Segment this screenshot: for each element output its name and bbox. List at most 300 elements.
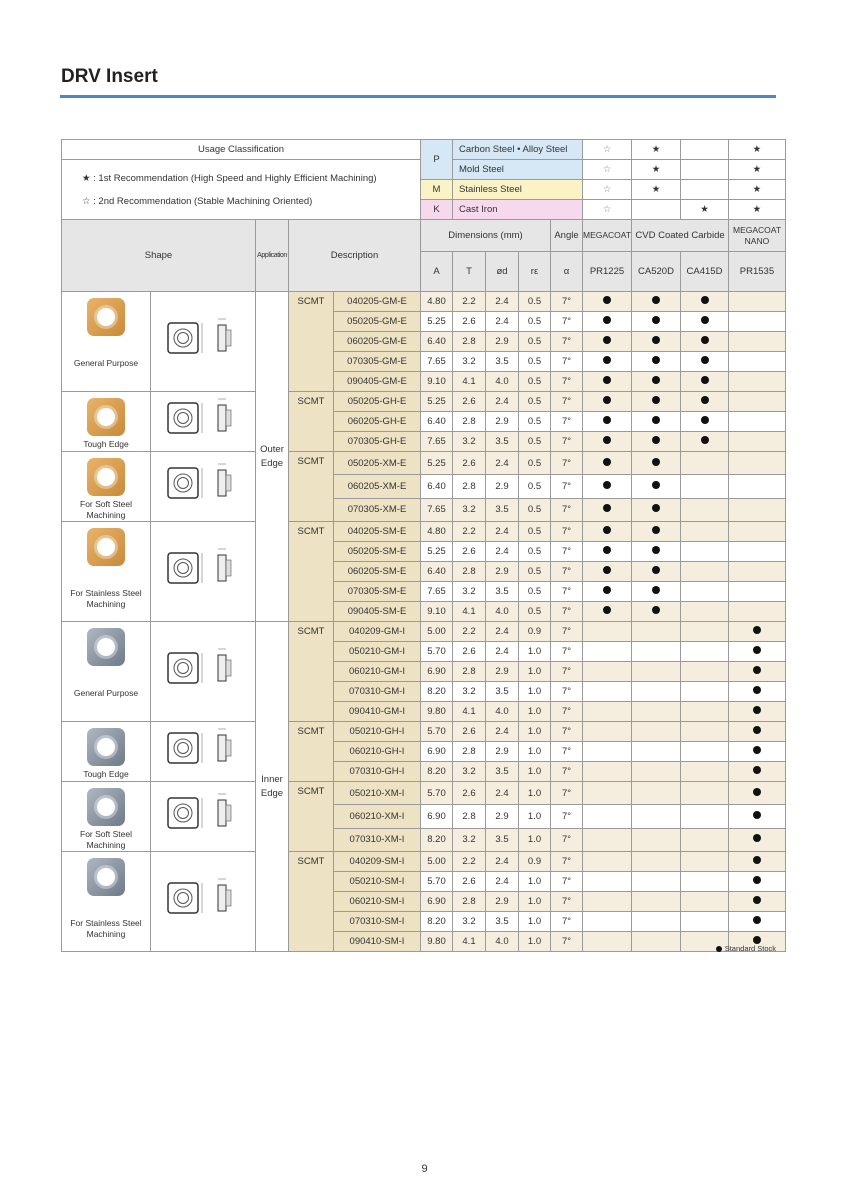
stock-ca520d — [632, 542, 681, 562]
header-pr1535: PR1535 — [729, 252, 786, 292]
standard-stock-dot-icon — [652, 481, 660, 489]
mark — [681, 180, 729, 200]
material-stainless-steel: Stainless Steel — [453, 180, 583, 200]
stock-pr1535 — [729, 602, 786, 622]
mark: ☆ — [583, 140, 632, 160]
material-group-k: K — [421, 200, 453, 220]
stock-ca520d — [632, 912, 681, 932]
dim-d: 2.9 — [486, 805, 519, 828]
standard-stock-dot-icon — [652, 566, 660, 574]
stock-pr1225 — [583, 932, 632, 952]
header-dimensions: Dimensions (mm) — [421, 220, 551, 252]
standard-stock-dot-icon — [603, 356, 611, 364]
insert-photo-cell — [62, 722, 151, 782]
description: 070305-GH-E — [334, 432, 421, 452]
standard-stock-dot-icon — [652, 526, 660, 534]
dim-d: 2.4 — [486, 452, 519, 475]
stock-pr1225 — [583, 642, 632, 662]
stock-ca520d — [632, 332, 681, 352]
material-group-p: P — [421, 140, 453, 180]
dim-d: 4.0 — [486, 702, 519, 722]
shape-label: General Purpose — [73, 688, 139, 698]
insert-photo-icon — [87, 788, 125, 826]
standard-stock-dot-icon — [701, 416, 709, 424]
table-row — [62, 622, 786, 642]
page-number: 9 — [421, 1163, 428, 1175]
angle: 7° — [551, 852, 583, 872]
dim-d: 2.9 — [486, 475, 519, 498]
insert-table — [61, 139, 786, 952]
table-row — [62, 392, 786, 412]
dim-re: 1.0 — [519, 932, 551, 952]
stock-ca520d — [632, 522, 681, 542]
stock-ca415d — [681, 392, 729, 412]
stock-ca520d — [632, 828, 681, 851]
angle: 7° — [551, 662, 583, 682]
standard-stock-dot-icon — [701, 356, 709, 364]
standard-stock-dot-icon — [753, 856, 761, 864]
insert-photo-icon — [87, 458, 125, 496]
dim-a: 5.70 — [421, 722, 453, 742]
dim-d: 2.4 — [486, 292, 519, 312]
insert-drawing-cell — [151, 452, 256, 522]
description: 050210-XM-I — [334, 782, 421, 805]
stock-ca520d — [632, 762, 681, 782]
standard-stock-dot-icon — [603, 586, 611, 594]
mark: ☆ — [583, 200, 632, 220]
standard-stock-dot-icon — [701, 336, 709, 344]
dim-t: 2.8 — [453, 742, 486, 762]
dim-t: 2.8 — [453, 662, 486, 682]
dim-a: 5.25 — [421, 392, 453, 412]
technical-drawing-icon — [158, 917, 248, 928]
dim-re: 0.5 — [519, 562, 551, 582]
stock-pr1535 — [729, 475, 786, 498]
stock-pr1535 — [729, 582, 786, 602]
dim-a: 5.25 — [421, 452, 453, 475]
dim-a: 9.10 — [421, 602, 453, 622]
stock-pr1535 — [729, 805, 786, 828]
angle: 7° — [551, 912, 583, 932]
dim-a: 8.20 — [421, 912, 453, 932]
stock-pr1535 — [729, 852, 786, 872]
stock-ca520d — [632, 805, 681, 828]
angle: 7° — [551, 542, 583, 562]
dim-d: 2.4 — [486, 312, 519, 332]
series-prefix: SCMT — [289, 452, 334, 522]
standard-stock-dot-icon — [603, 504, 611, 512]
description: 070310-GH-I — [334, 762, 421, 782]
stock-ca415d — [681, 352, 729, 372]
stock-ca415d — [681, 562, 729, 582]
stock-ca520d — [632, 562, 681, 582]
angle: 7° — [551, 642, 583, 662]
dim-t: 2.8 — [453, 892, 486, 912]
technical-drawing-icon — [158, 832, 248, 843]
description: 060210-GM-I — [334, 662, 421, 682]
description: 040205-GM-E — [334, 292, 421, 312]
dim-d: 2.9 — [486, 412, 519, 432]
dim-a: 9.80 — [421, 932, 453, 952]
header-cvd: CVD Coated Carbide — [632, 220, 729, 252]
angle: 7° — [551, 762, 583, 782]
stock-pr1225 — [583, 662, 632, 682]
dim-t: 4.1 — [453, 602, 486, 622]
standard-stock-dot-icon — [753, 811, 761, 819]
standard-stock-dot-icon — [603, 376, 611, 384]
stock-ca520d — [632, 622, 681, 642]
header-a: A — [421, 252, 453, 292]
stock-pr1225 — [583, 742, 632, 762]
angle: 7° — [551, 872, 583, 892]
angle: 7° — [551, 682, 583, 702]
stock-ca520d — [632, 872, 681, 892]
stock-pr1225 — [583, 852, 632, 872]
dim-a: 5.70 — [421, 782, 453, 805]
insert-photo-cell — [62, 622, 151, 722]
series-prefix: SCMT — [289, 392, 334, 452]
material-group-m: M — [421, 180, 453, 200]
dim-t: 3.2 — [453, 352, 486, 372]
stock-ca415d — [681, 412, 729, 432]
dim-d: 3.5 — [486, 498, 519, 521]
stock-pr1225 — [583, 562, 632, 582]
dim-re: 0.5 — [519, 452, 551, 475]
stock-ca415d — [681, 475, 729, 498]
stock-pr1535 — [729, 722, 786, 742]
standard-stock-dot-icon — [701, 396, 709, 404]
mark — [681, 160, 729, 180]
standard-stock-dot-icon — [603, 396, 611, 404]
stock-pr1225 — [583, 828, 632, 851]
stock-pr1535 — [729, 622, 786, 642]
description: 070305-SM-E — [334, 582, 421, 602]
stock-ca415d — [681, 602, 729, 622]
dim-d: 3.5 — [486, 682, 519, 702]
stock-pr1225 — [583, 542, 632, 562]
dim-a: 5.70 — [421, 872, 453, 892]
technical-drawing-icon — [158, 437, 248, 448]
mark: ★ — [681, 200, 729, 220]
dim-re: 1.0 — [519, 682, 551, 702]
stock-ca415d — [681, 662, 729, 682]
stock-ca415d — [681, 292, 729, 312]
stock-pr1535 — [729, 562, 786, 582]
standard-stock-dot-icon — [603, 481, 611, 489]
description: 090405-GM-E — [334, 372, 421, 392]
dim-t: 2.8 — [453, 562, 486, 582]
standard-stock-dot-icon — [652, 586, 660, 594]
stock-ca415d — [681, 742, 729, 762]
dim-t: 2.6 — [453, 872, 486, 892]
angle: 7° — [551, 352, 583, 372]
dim-re: 0.5 — [519, 392, 551, 412]
stock-pr1225 — [583, 602, 632, 622]
insert-drawing-cell — [151, 852, 256, 952]
dim-re: 0.5 — [519, 312, 551, 332]
dim-re: 0.5 — [519, 412, 551, 432]
mark: ★ — [632, 180, 681, 200]
stock-pr1225 — [583, 352, 632, 372]
dim-d: 2.9 — [486, 662, 519, 682]
stock-ca415d — [681, 432, 729, 452]
dim-d: 2.4 — [486, 392, 519, 412]
stock-ca415d — [681, 622, 729, 642]
header-pr1225: PR1225 — [583, 252, 632, 292]
dim-re: 0.5 — [519, 372, 551, 392]
insert-photo-cell — [62, 852, 151, 952]
description: 050210-SM-I — [334, 872, 421, 892]
angle: 7° — [551, 702, 583, 722]
stock-pr1225 — [583, 702, 632, 722]
dim-re: 1.0 — [519, 742, 551, 762]
standard-stock-dot-icon — [753, 666, 761, 674]
header-shape: Shape — [62, 220, 256, 292]
dim-a: 9.10 — [421, 372, 453, 392]
description: 050205-XM-E — [334, 452, 421, 475]
stock-pr1535 — [729, 742, 786, 762]
dim-re: 0.9 — [519, 852, 551, 872]
dim-a: 4.80 — [421, 292, 453, 312]
application-cell: Outer Edge — [256, 292, 289, 622]
stock-ca415d — [681, 642, 729, 662]
description: 060205-GH-E — [334, 412, 421, 432]
stock-ca415d — [681, 542, 729, 562]
angle: 7° — [551, 582, 583, 602]
table-row — [62, 852, 786, 872]
application-cell: Inner Edge — [256, 622, 289, 952]
second-recommendation: ☆ : 2nd Recommendation (Stable Machining Oriented) — [82, 195, 313, 207]
insert-drawing-cell — [151, 522, 256, 622]
dim-d: 2.4 — [486, 522, 519, 542]
dim-a: 6.90 — [421, 892, 453, 912]
dim-a: 7.65 — [421, 498, 453, 521]
stock-pr1535 — [729, 522, 786, 542]
insert-photo-icon — [87, 858, 125, 896]
stock-pr1225 — [583, 722, 632, 742]
series-prefix: SCMT — [289, 522, 334, 622]
dim-d: 2.4 — [486, 872, 519, 892]
stock-pr1225 — [583, 682, 632, 702]
description: 050205-SM-E — [334, 542, 421, 562]
insert-drawing-cell — [151, 622, 256, 722]
dim-t: 2.8 — [453, 805, 486, 828]
standard-stock-dot-icon — [603, 566, 611, 574]
standard-stock-dot-icon — [652, 336, 660, 344]
dim-re: 0.5 — [519, 475, 551, 498]
dim-d: 2.4 — [486, 622, 519, 642]
angle: 7° — [551, 332, 583, 352]
dim-re: 0.5 — [519, 602, 551, 622]
header-ca520d: CA520D — [632, 252, 681, 292]
angle: 7° — [551, 452, 583, 475]
stock-pr1535 — [729, 702, 786, 722]
header-t: T — [453, 252, 486, 292]
dim-d: 2.9 — [486, 562, 519, 582]
series-prefix: SCMT — [289, 722, 334, 782]
insert-photo-icon — [87, 298, 125, 336]
technical-drawing-icon — [158, 357, 248, 368]
table-row — [62, 782, 786, 805]
series-prefix: SCMT — [289, 782, 334, 852]
header-megacoat: MEGACOAT — [583, 220, 632, 252]
technical-drawing-icon — [158, 767, 248, 778]
description: 070310-XM-I — [334, 828, 421, 851]
stock-ca520d — [632, 852, 681, 872]
table-row — [62, 722, 786, 742]
standard-stock-dot-icon — [603, 546, 611, 554]
dim-a: 8.20 — [421, 762, 453, 782]
dim-re: 0.5 — [519, 352, 551, 372]
table-row — [62, 292, 786, 312]
angle: 7° — [551, 372, 583, 392]
stock-pr1225 — [583, 805, 632, 828]
stock-pr1225 — [583, 412, 632, 432]
dim-a: 9.80 — [421, 702, 453, 722]
header-application: Application — [256, 220, 289, 292]
standard-stock-dot-icon — [753, 686, 761, 694]
standard-stock-dot-icon — [753, 706, 761, 714]
dim-t: 2.6 — [453, 392, 486, 412]
insert-photo-cell — [62, 292, 151, 392]
description: 050210-GH-I — [334, 722, 421, 742]
angle: 7° — [551, 622, 583, 642]
description: 060205-SM-E — [334, 562, 421, 582]
technical-drawing-icon — [158, 502, 248, 513]
dim-a: 6.40 — [421, 332, 453, 352]
angle: 7° — [551, 932, 583, 952]
stock-pr1535 — [729, 642, 786, 662]
header-angle: Angle — [551, 220, 583, 252]
standard-stock-dot-icon — [652, 396, 660, 404]
stock-ca415d — [681, 332, 729, 352]
mark: ☆ — [583, 160, 632, 180]
dim-t: 2.8 — [453, 475, 486, 498]
dim-t: 2.6 — [453, 452, 486, 475]
angle: 7° — [551, 498, 583, 521]
stock-pr1535 — [729, 542, 786, 562]
standard-stock-dot-icon — [652, 296, 660, 304]
dim-d: 2.4 — [486, 782, 519, 805]
stock-ca520d — [632, 782, 681, 805]
angle: 7° — [551, 292, 583, 312]
stock-pr1535 — [729, 912, 786, 932]
insert-photo-icon — [87, 398, 125, 436]
title-underline — [60, 95, 776, 98]
angle: 7° — [551, 412, 583, 432]
stock-ca520d — [632, 432, 681, 452]
dim-t: 2.2 — [453, 852, 486, 872]
standard-stock-dot-icon — [603, 526, 611, 534]
angle: 7° — [551, 722, 583, 742]
stock-pr1535 — [729, 872, 786, 892]
dim-t: 4.1 — [453, 702, 486, 722]
stock-pr1225 — [583, 522, 632, 542]
mark: ★ — [729, 140, 786, 160]
table-row — [62, 452, 786, 475]
dim-t: 2.6 — [453, 312, 486, 332]
legend-label: Standard Stock — [724, 944, 776, 953]
angle: 7° — [551, 392, 583, 412]
insert-drawing-cell — [151, 782, 256, 852]
dim-d: 3.5 — [486, 828, 519, 851]
standard-stock-dot-icon — [753, 726, 761, 734]
stock-pr1535 — [729, 352, 786, 372]
description: 090410-GM-I — [334, 702, 421, 722]
dim-a: 5.70 — [421, 642, 453, 662]
description: 070305-GM-E — [334, 352, 421, 372]
dim-a: 8.20 — [421, 828, 453, 851]
angle: 7° — [551, 475, 583, 498]
dim-d: 2.4 — [486, 642, 519, 662]
dim-d: 2.9 — [486, 742, 519, 762]
stock-ca520d — [632, 682, 681, 702]
stock-pr1225 — [583, 392, 632, 412]
page-title: DRV Insert — [61, 66, 158, 87]
description: 060210-SM-I — [334, 892, 421, 912]
stock-ca520d — [632, 392, 681, 412]
insert-photo-cell — [62, 452, 151, 522]
angle: 7° — [551, 805, 583, 828]
material-cast-iron: Cast Iron — [453, 200, 583, 220]
dim-re: 1.0 — [519, 762, 551, 782]
stock-ca415d — [681, 682, 729, 702]
stock-pr1535 — [729, 312, 786, 332]
dim-d: 4.0 — [486, 372, 519, 392]
dim-t: 2.6 — [453, 642, 486, 662]
stock-pr1535 — [729, 292, 786, 312]
standard-stock-dot-icon — [753, 876, 761, 884]
stock-ca415d — [681, 852, 729, 872]
stock-pr1535 — [729, 498, 786, 521]
stock-pr1225 — [583, 782, 632, 805]
stock-ca520d — [632, 602, 681, 622]
standard-stock-dot-icon — [603, 316, 611, 324]
angle: 7° — [551, 602, 583, 622]
header-description: Description — [289, 220, 421, 292]
dim-d: 3.5 — [486, 912, 519, 932]
stock-pr1225 — [583, 622, 632, 642]
header-alpha: α — [551, 252, 583, 292]
series-prefix: SCMT — [289, 292, 334, 392]
standard-stock-dot-icon — [652, 504, 660, 512]
standard-stock-dot-icon — [603, 458, 611, 466]
dim-d: 2.4 — [486, 852, 519, 872]
stock-ca520d — [632, 412, 681, 432]
dim-re: 1.0 — [519, 722, 551, 742]
stock-pr1225 — [583, 872, 632, 892]
dim-re: 0.5 — [519, 522, 551, 542]
standard-stock-dot-icon — [603, 296, 611, 304]
dim-re: 1.0 — [519, 828, 551, 851]
dim-a: 5.25 — [421, 542, 453, 562]
stock-ca415d — [681, 828, 729, 851]
dim-t: 3.2 — [453, 828, 486, 851]
standard-stock-dot-icon — [753, 766, 761, 774]
dim-re: 0.5 — [519, 292, 551, 312]
description: 060210-XM-I — [334, 805, 421, 828]
stock-pr1225 — [583, 432, 632, 452]
stock-ca415d — [681, 872, 729, 892]
insert-photo-icon — [87, 528, 125, 566]
mark: ★ — [729, 200, 786, 220]
shape-label: For Soft Steel Machining — [80, 499, 132, 520]
shape-label: General Purpose — [73, 358, 139, 368]
stock-pr1225 — [583, 762, 632, 782]
stock-ca415d — [681, 702, 729, 722]
standard-stock-dot-icon — [701, 296, 709, 304]
stock-pr1535 — [729, 392, 786, 412]
